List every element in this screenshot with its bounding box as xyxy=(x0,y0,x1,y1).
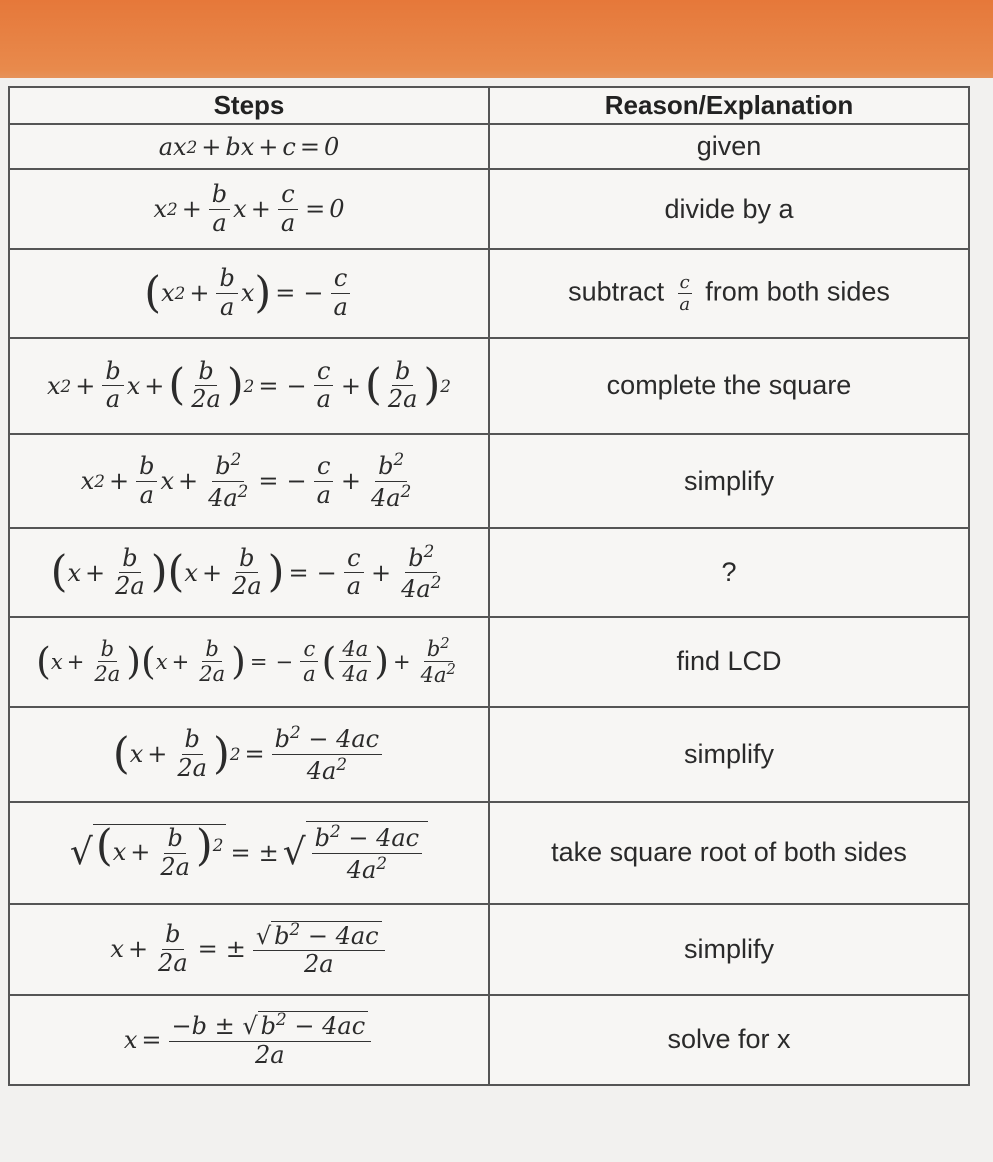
c-over-a: $\frac{c}{a}$ xyxy=(679,271,691,315)
reason-cell: solve for x xyxy=(489,995,969,1085)
step-expression: ax 2 + bx + c = 0 xyxy=(158,132,340,161)
step-cell xyxy=(9,528,489,616)
header-row xyxy=(9,87,969,124)
step-cell xyxy=(9,338,489,435)
step-expression: √ (x + $\frac{b}{2a}$ )$^2$ = ± √ $\frac{b^2 - 4ac}{4a^2}$ xyxy=(70,821,428,884)
reason-cell: given xyxy=(489,124,969,169)
step-cell xyxy=(9,434,489,528)
table-row xyxy=(9,802,969,905)
step-expression: x 2 + $\frac{b}{a}$ x + $\frac{b^2}{4a^2}$ = − $\frac{c}{a}$ + $\frac{b^2}{4a^2}$ xyxy=(80,449,412,512)
step-expression: ( x + $\frac{b}{2a}$ ) 2 = $\frac{b^2 - 4ac}{4a^2}$ xyxy=(113,723,385,785)
step-cell xyxy=(9,249,489,337)
reason-header: Reason/Explanation xyxy=(489,87,969,124)
step-expression: x = $\frac{-b \pm √ b^2 - 4ac}{2a}$ xyxy=(124,1010,374,1069)
reason-cell: take square root of both sides xyxy=(489,802,969,905)
reason-cell: simplify xyxy=(489,434,969,528)
table-row xyxy=(9,124,969,169)
step-expression: x 2 + $\frac{b}{a}$ x + $\frac{c}{a}$ = 0 xyxy=(153,180,345,237)
table-row xyxy=(9,249,969,337)
reason-cell: simplify xyxy=(489,904,969,994)
step-cell xyxy=(9,802,489,905)
step-expression: x 2 + $\frac{b}{a}$ x + ( $\frac{b}{2a}$ ) 2 = − $\frac{c}{a}$ + ( $\frac{b}{2a}$ ) 2 xyxy=(47,356,451,414)
step-expression: ( x + $\frac{b}{2a}$ ) ( x + $\frac{b}{2a}$ ) = − $\frac{c}{a}$ ( $\frac{4a}{4a}$ ) + $\frac{b^2}{4a^2}$ xyxy=(36,635,456,688)
step-expression: ( x + $\frac{b}{2a}$ ) ( x + $\frac{b}{2a}$ ) = − $\frac{c}{a}$ + $\frac{b^2}{4a^2}$ xyxy=(50,540,442,604)
table-row xyxy=(9,617,969,707)
reason-cell: simplify xyxy=(489,707,969,801)
step-cell xyxy=(9,617,489,707)
table-row xyxy=(9,995,969,1085)
reason-cell: find LCD xyxy=(489,617,969,707)
steps-header: Steps xyxy=(9,87,489,124)
step-cell xyxy=(9,904,489,994)
reason-cell: subtract $\frac{c}{a}$ from both sides xyxy=(489,249,969,337)
proof-table xyxy=(8,86,970,1086)
reason-cell: ? xyxy=(489,528,969,616)
step-cell xyxy=(9,707,489,801)
step-expression: x + $\frac{b}{2a}$ = ± $\frac{√ b^2 - 4ac}{2a}$ xyxy=(110,920,387,979)
reason-cell: complete the square xyxy=(489,338,969,435)
table-row xyxy=(9,528,969,616)
table-row xyxy=(9,169,969,249)
table-row xyxy=(9,904,969,994)
reason-cell: divide by a xyxy=(489,169,969,249)
table-row xyxy=(9,434,969,528)
step-expression: ( x 2 + $\frac{b}{a}$ x ) = − $\frac{c}{a}$ xyxy=(144,265,354,321)
table-row xyxy=(9,338,969,435)
step-cell xyxy=(9,124,489,169)
table-row xyxy=(9,707,969,801)
step-cell xyxy=(9,995,489,1085)
step-cell xyxy=(9,169,489,249)
